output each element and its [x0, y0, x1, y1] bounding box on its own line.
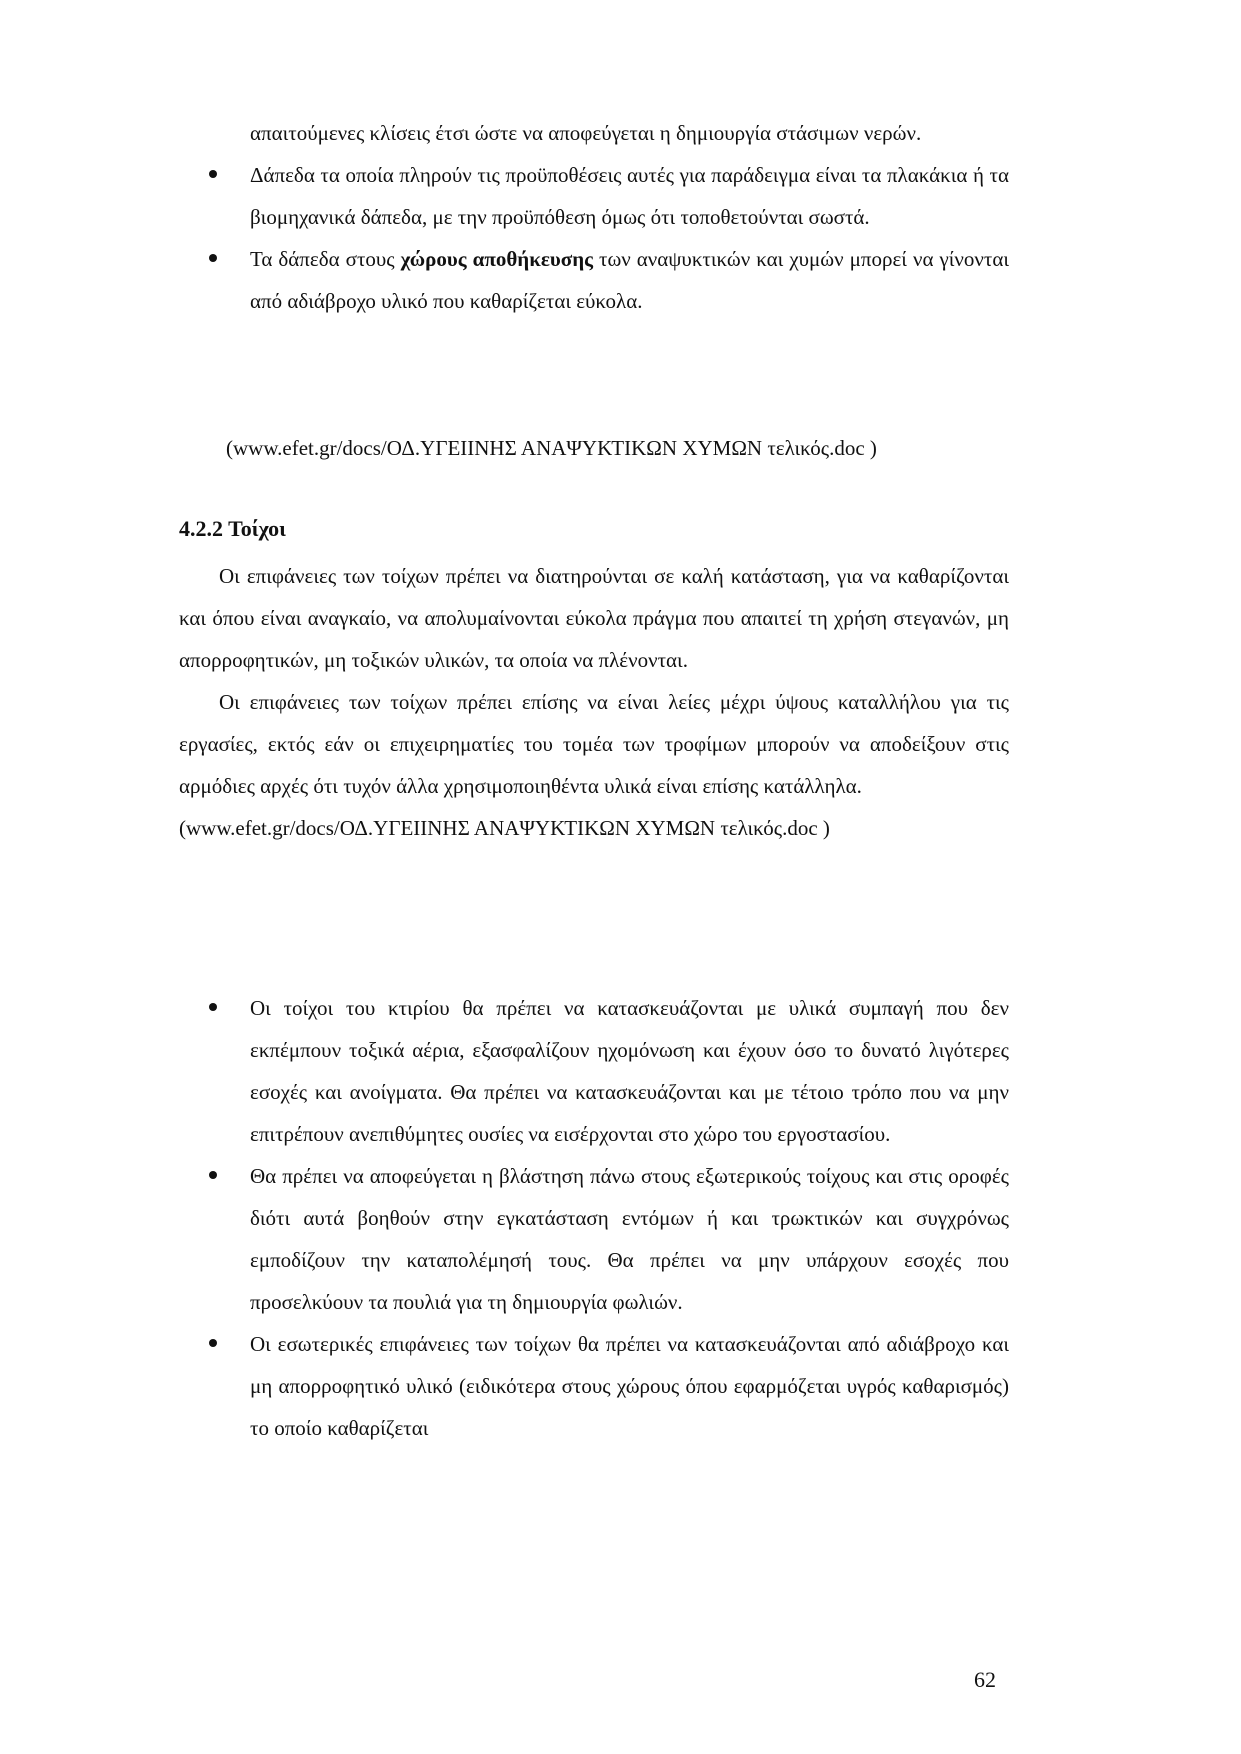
- paragraph-1: Οι επιφάνειες των τοίχων πρέπει να διατηρούνται σε καλή κατάσταση, για να καθαρίζονται και όπου είναι αναγκαίο, να απολυμαίνονται εύκολα πράγμα που απαιτεί τη χρήση στεγανών, μη απορροφητικών, μη τοξικών υλικών, τα οποία να πλένονται.: [179, 564, 1009, 672]
- list-item-text: Οι εσωτερικές επιφάνειες των τοίχων θα πρέπει να κατασκευάζονται από αδιάβροχο και μη απορροφητικό υλικό (ειδικότερα στους χώρους όπου εφαρμόζεται υγρός καθαρισμός) το οποίο καθαρίζεται: [250, 1332, 1009, 1440]
- bullet-icon: [209, 170, 217, 178]
- bullet-icon: [209, 254, 217, 262]
- paragraph-2: Οι επιφάνειες των τοίχων πρέπει επίσης να είναι λείες μέχρι ύψους καταλλήλου για τις εργασίες, εκτός εάν οι επιχειρηματίες του τομέα των τροφίμων μπορούν να αποδείξουν στις αρμόδιες αρχές ότι τυχόν άλλα χρησιμοποιηθέντα υλικά είναι επίσης κατάλληλα.: [179, 690, 1009, 798]
- bullet-icon: [209, 1171, 217, 1179]
- list-item: [250, 1155, 1009, 1323]
- list-item: [250, 1323, 1009, 1449]
- list-item-text-before: Τα δάπεδα στους: [250, 247, 401, 271]
- list-item-text: Οι τοίχοι του κτιρίου θα πρέπει να κατασκευάζονται με υλικά συμπαγή που δεν εκπέμπουν τοξικά αέρια, εξασφαλίζουν ηχομόνωση και έχουν όσο το δυνατό λιγότερες εσοχές και ανοίγματα. Θα πρέπει να κατασκευάζονται και με τέτοιο τρόπο που να μην επιτρέπουν ανεπιθύμητες ουσίες να εισέρχονται στο χώρο του εργοστασίου.: [250, 996, 1009, 1146]
- bullet-list-bottom: [250, 987, 1009, 1449]
- list-item-text-after: των αναψυκτικών και χυμών μπορεί να γίνονται από αδιάβροχο υλικό που καθαρίζεται εύκολα.: [250, 247, 1010, 313]
- list-item-text-bold: χώρους αποθήκευσης: [400, 247, 593, 271]
- bottom-section: [250, 987, 1009, 1449]
- list-item: [250, 987, 1009, 1155]
- reference-1: [226, 427, 1026, 469]
- list-item: [250, 238, 1009, 322]
- section-heading: 4.2.2 Τοίχοι: [179, 516, 286, 541]
- bullet-icon: [209, 1003, 217, 1011]
- list-item-text: Δάπεδα τα οποία πληρούν τις προϋποθέσεις αυτές για παράδειγμα είναι τα πλακάκια ή τα βιομηχανικά δάπεδα, με την προϋπόθεση όμως ότι τοποθετούνται σωστά.: [250, 163, 1009, 229]
- bullet-icon: [209, 1339, 217, 1347]
- list-item: [250, 154, 1009, 238]
- bullet-list-top: [250, 154, 1009, 322]
- reference-2: (www.efet.gr/docs/ΟΔ.ΥΓΕΙΙΝΗΣ ΑΝΑΨΥΚΤΙΚΩΝ ΧΥΜΩΝ τελικός.doc ): [179, 816, 830, 840]
- list-item-text: Θα πρέπει να αποφεύγεται η βλάστηση πάνω στους εξωτερικούς τοίχους και στις οροφές διότι αυτά βοηθούν στην εγκατάσταση εντόμων ή και τρωκτικών και συγχρόνως εμποδίζουν την καταπολέμησή τους. Θα πρέπει να μην υπάρχουν εσοχές που προσελκύουν τα πουλιά για τη δημιουργία φωλιών.: [250, 1164, 1009, 1314]
- page-number: 62: [974, 1667, 996, 1692]
- continuation-text: απαιτούμενες κλίσεις έτσι ώστε να αποφεύγεται η δημιουργία στάσιμων νερών.: [250, 121, 922, 145]
- body-section: [179, 555, 1009, 849]
- reference-text: (www.efet.gr/docs/ΟΔ.ΥΓΕΙΙΝΗΣ ΑΝΑΨΥΚΤΙΚΩΝ ΧΥΜΩΝ τελικός.doc ): [226, 436, 877, 460]
- top-section: [250, 112, 1009, 322]
